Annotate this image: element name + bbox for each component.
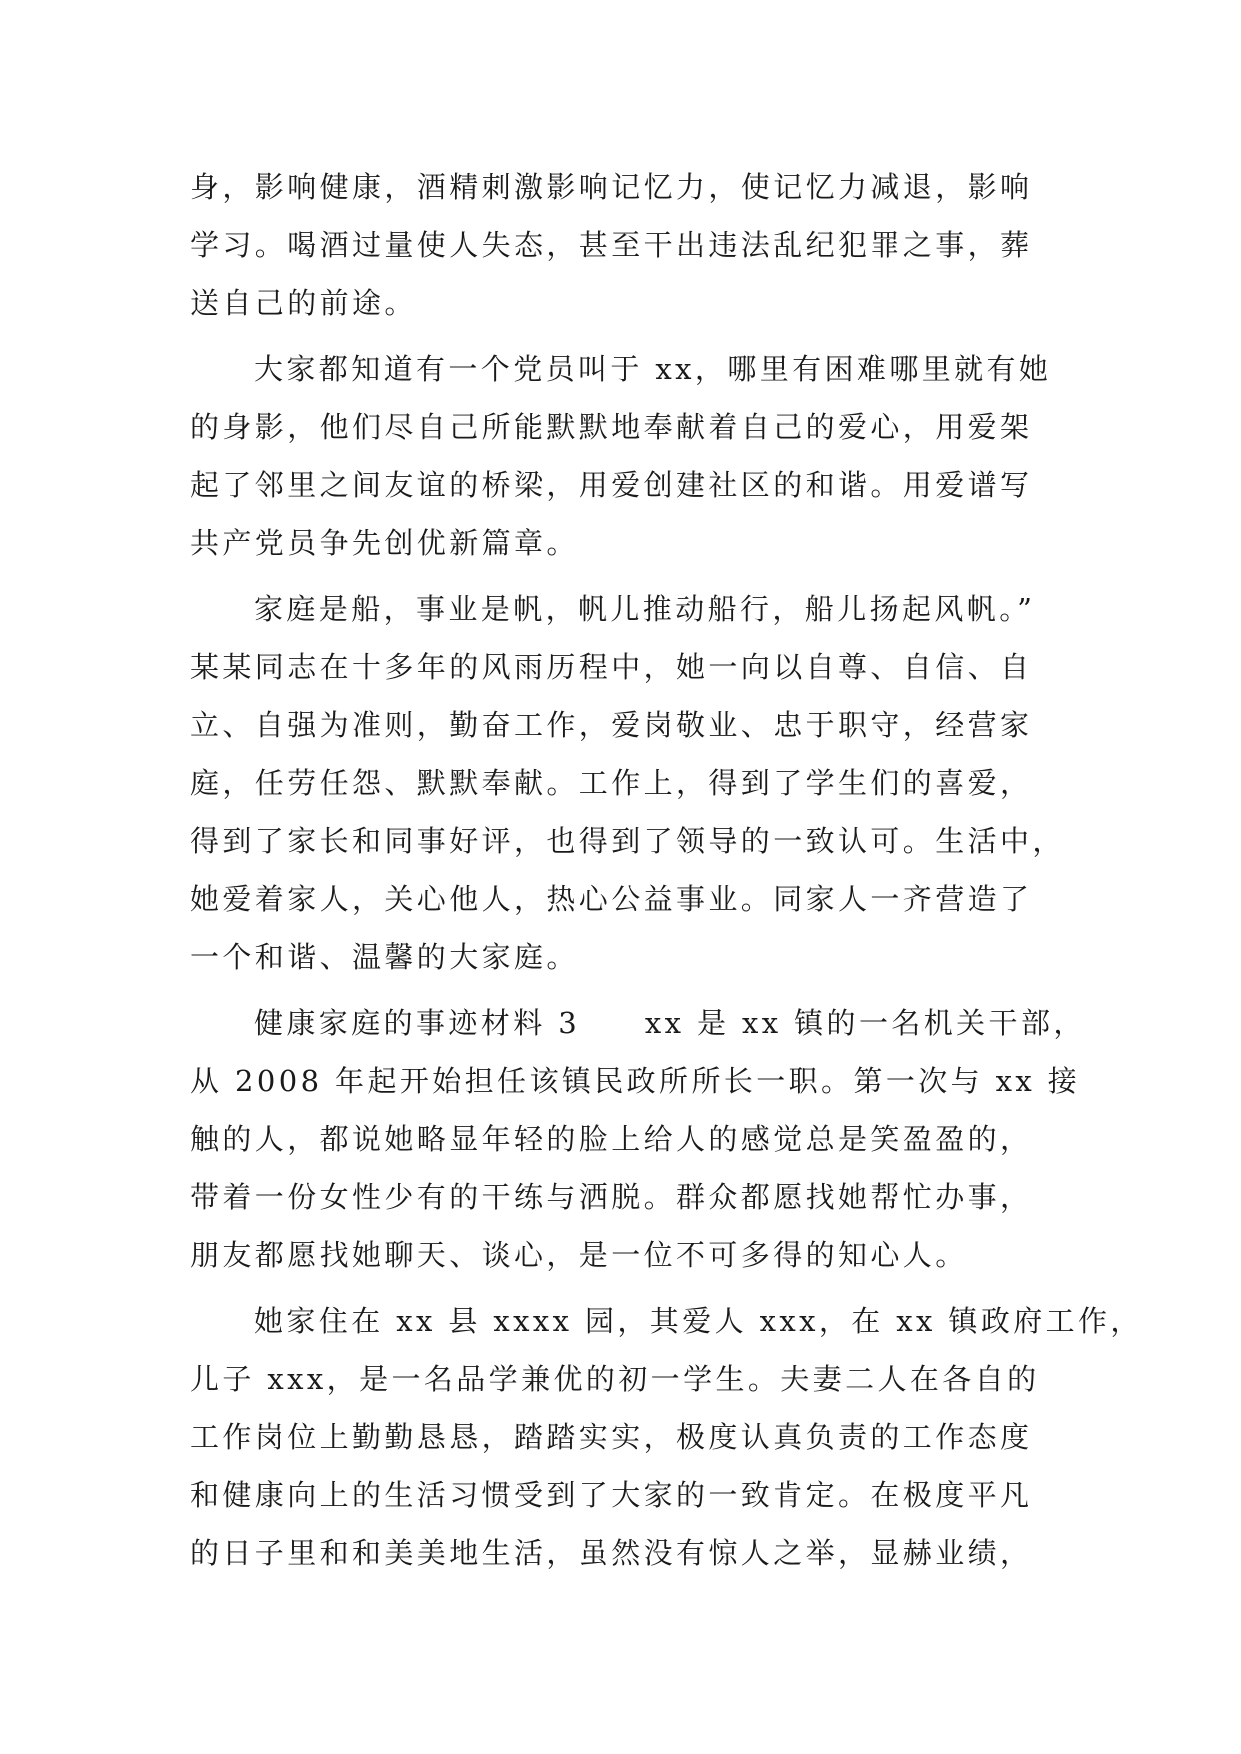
text-line: 大家都知道有一个党员叫于 xx，哪里有困难哪里就有她 — [254, 352, 1052, 386]
text-line: 家庭是船，事业是帆，帆儿推动船行，船儿扬起风帆。” — [254, 592, 1036, 626]
text-line: 庭，任劳任怨、默默奉献。工作上，得到了学生们的喜爱， — [190, 766, 1033, 800]
document-body — [190, 158, 1143, 1582]
text-line: 健康家庭的事迹材料 3 xx 是 xx 镇的一名机关干部， — [254, 1006, 1086, 1040]
text-line: 触的人，都说她略显年轻的脸上给人的感觉总是笑盈盈的， — [190, 1122, 1033, 1156]
text-line: 工作岗位上勤勤恳恳，踏踏实实，极度认真负责的工作态度 — [190, 1420, 1033, 1454]
text-line: 她家住在 xx 县 xxxx 园，其爱人 xxx，在 xx 镇政府工作， — [254, 1304, 1143, 1338]
text-line: 带着一份女性少有的干练与洒脱。群众都愿找她帮忙办事， — [190, 1180, 1033, 1214]
text-line: 立、自强为准则，勤奋工作，爱岗敬业、忠于职守，经营家 — [190, 708, 1033, 742]
text-line: 她爱着家人，关心他人，热心公益事业。同家人一齐营造了 — [190, 882, 1033, 916]
text-line: 儿子 xxx，是一名品学兼优的初一学生。夫妻二人在各自的 — [190, 1362, 1040, 1396]
paragraph-2 — [190, 340, 1050, 572]
paragraph-5 — [190, 1292, 1143, 1582]
text-line: 得到了家长和同事好评，也得到了领导的一致认可。生活中， — [190, 824, 1065, 858]
text-line: 的身影，他们尽自己所能默默地奉献着自己的爱心，用爱架 — [190, 410, 1033, 444]
paragraph-4 — [190, 994, 1086, 1284]
text-line: 共产党员争先创优新篇章。 — [190, 526, 579, 560]
text-line: 身，影响健康，酒精刺激影响记忆力，使记忆力减退，影响 — [190, 170, 1033, 204]
paragraph-3 — [190, 580, 1065, 986]
text-line: 起了邻里之间友谊的桥梁，用爱创建社区的和谐。用爱谱写 — [190, 468, 1033, 502]
text-line: 送自己的前途。 — [190, 286, 417, 320]
text-line: 学习。喝酒过量使人失态，甚至干出违法乱纪犯罪之事，葬 — [190, 228, 1033, 262]
text-line: 某某同志在十多年的风雨历程中，她一向以自尊、自信、自 — [190, 650, 1033, 684]
paragraph-1 — [190, 158, 1050, 332]
text-line: 从 2008 年起开始担任该镇民政所所长一职。第一次与 xx 接 — [190, 1064, 1081, 1098]
text-line: 朋友都愿找她聊天、谈心，是一位不可多得的知心人。 — [190, 1238, 968, 1272]
text-line: 一个和谐、温馨的大家庭。 — [190, 940, 579, 974]
text-line: 和健康向上的生活习惯受到了大家的一致肯定。在极度平凡 — [190, 1478, 1033, 1512]
text-line: 的日子里和和美美地生活，虽然没有惊人之举，显赫业绩， — [190, 1536, 1033, 1570]
